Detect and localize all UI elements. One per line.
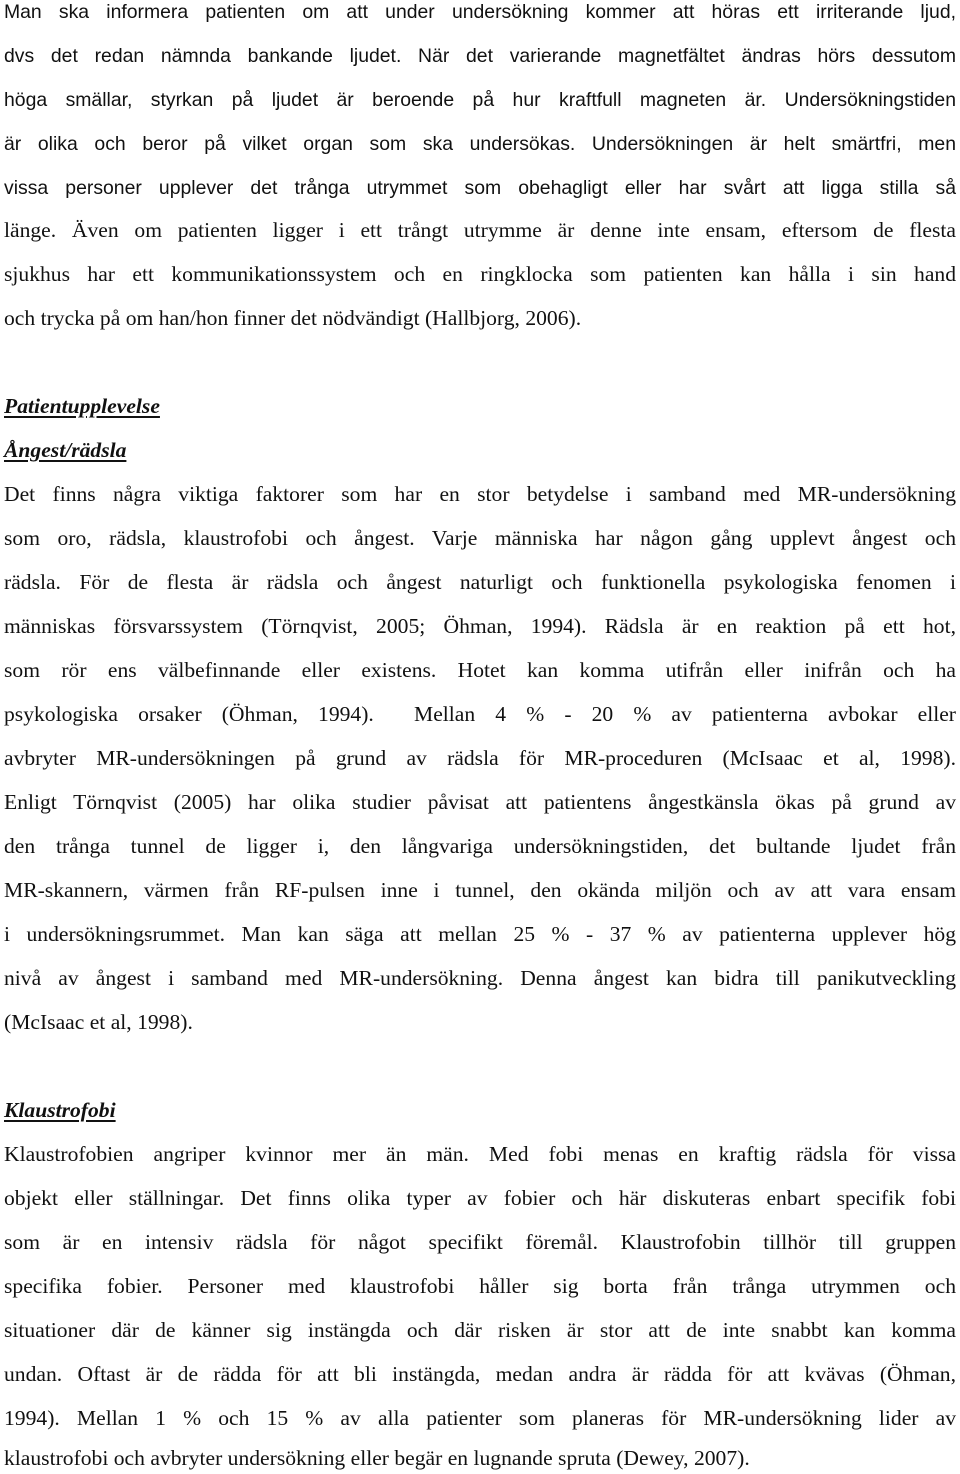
section-heading: Patientupplevelse bbox=[4, 394, 160, 418]
text-line: rädsla. För de flesta är rädsla och ångest naturligt och funktionella psykologiska fenomen i bbox=[4, 570, 956, 594]
text-line: människas försvarssystem (Törnqvist, 2005; Öhman, 1994). Rädsla är en reaktion på ett hot, bbox=[4, 614, 956, 638]
text-line: 1994). Mellan 1 % och 15 % av alla patienter som planeras för MR-undersökning lider av bbox=[4, 1406, 956, 1430]
text-line: sjukhus har ett kommunikationssystem och en ringklocka som patienten kan hålla i sin hand bbox=[4, 262, 956, 286]
subsection-heading: Ångest/rädsla bbox=[4, 438, 127, 462]
text-line: är olika och beror på vilket organ som ska undersökas. Undersökningen är helt smärtfri, men bbox=[4, 133, 956, 155]
subsection-heading: Klaustrofobi bbox=[4, 1098, 116, 1122]
text-line: undan. Oftast är de rädda för att bli instängda, medan andra är rädda för att kvävas (Öhman, bbox=[4, 1362, 956, 1386]
text-line: dvs det redan nämnda bankande ljudet. När det varierande magnetfältet ändras hörs dessutom bbox=[4, 45, 956, 67]
text-line: som rör ens välbefinnande eller existens. Hotet kan komma utifrån eller inifrån och ha bbox=[4, 658, 956, 682]
text-line: länge. Även om patienten ligger i ett trångt utrymme är denne inte ensam, eftersom de flesta bbox=[4, 218, 956, 242]
text-line: avbryter MR-undersökningen på grund av rädsla för MR-proceduren (McIsaac et al, 1998). bbox=[4, 746, 956, 770]
text-line: och trycka på om han/hon finner det nödvändigt (Hallbjorg, 2006). bbox=[4, 306, 582, 330]
text-line: specifika fobier. Personer med klaustrofobi håller sig borta från trånga utrymmen och bbox=[4, 1274, 956, 1298]
text-line: höga smällar, styrkan på ljudet är beroende på hur kraftfull magneten är. Undersökningstiden bbox=[4, 89, 956, 111]
text-line: MR-skannern, värmen från RF-pulsen inne i tunnel, den okända miljön och av att vara ensam bbox=[4, 878, 956, 902]
text-line: Det finns några viktiga faktorer som har en stor betydelse i samband med MR-undersökning bbox=[4, 482, 956, 506]
text-line: Enligt Törnqvist (2005) har olika studier påvisat att patientens ångestkänsla ökas på grund av bbox=[4, 790, 956, 814]
text-line: psykologiska orsaker (Öhman, 1994). Mellan 4 % - 20 % av patienterna avbokar eller bbox=[4, 702, 956, 726]
text-line: nivå av ångest i samband med MR-undersökning. Denna ångest kan bidra till panikutveckling bbox=[4, 966, 956, 990]
text-line: objekt eller ställningar. Det finns olika typer av fobier och här diskuteras enbart specifik fobi bbox=[4, 1186, 956, 1210]
text-line: Klaustrofobien angriper kvinnor mer än män. Med fobi menas en kraftig rädsla för vissa bbox=[4, 1142, 956, 1166]
text-line: vissa personer upplever det trånga utrymmet som obehagligt eller har svårt att ligga stilla så bbox=[4, 177, 956, 199]
text-line: i undersökningsrummet. Man kan säga att mellan 25 % - 37 % av patienterna upplever hög bbox=[4, 922, 956, 946]
text-line: som är en intensiv rädsla för något specifikt föremål. Klaustrofobin tillhör till gruppen bbox=[4, 1230, 956, 1254]
text-line: som oro, rädsla, klaustrofobi och ångest. Varje människa har någon gång upplevt ångest och bbox=[4, 526, 956, 550]
text-line: Man ska informera patienten om att under undersökning kommer att höras ett irriterande ljud, bbox=[4, 1, 956, 23]
text-line: den trånga tunnel de ligger i, den långvariga undersökningstiden, det bultande ljudet från bbox=[4, 834, 956, 858]
text-line: situationer där de känner sig instängda och där risken är stor att de inte snabbt kan komma bbox=[4, 1318, 956, 1342]
text-line: (McIsaac et al, 1998). bbox=[4, 1010, 193, 1034]
text-line: klaustrofobi och avbryter undersökning eller begär en lugnande spruta (Dewey, 2007). bbox=[4, 1446, 750, 1470]
